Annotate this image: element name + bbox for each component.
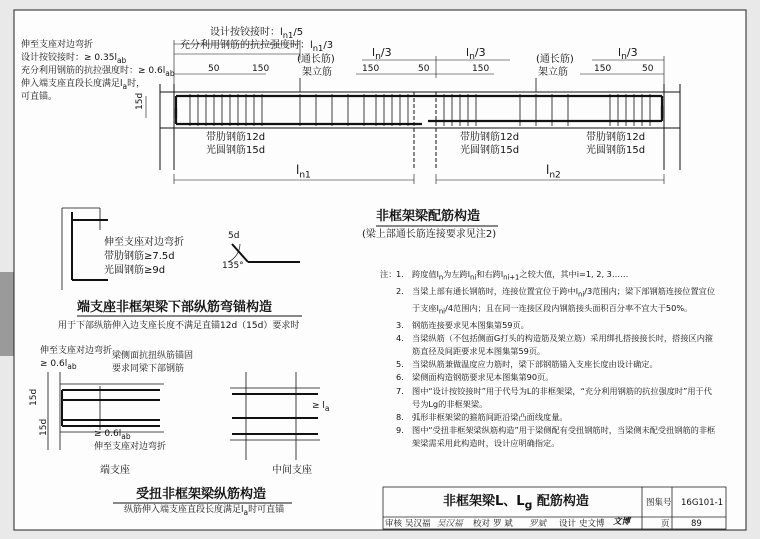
- torsion-subtitle-sub: a: [243, 507, 249, 517]
- span-third-b-l: l: [466, 46, 470, 59]
- torsion-top-value-sub: ab: [67, 361, 77, 371]
- full-strength-length-sub: n1: [312, 43, 324, 53]
- note-6-text: 梁侧面构造钢筋要求见本图集第90页。: [412, 372, 554, 383]
- dim-50-c: 50: [642, 64, 654, 74]
- note-straight-anchor-end: 时，: [127, 79, 146, 89]
- title-block: [383, 487, 726, 529]
- note-4-text: 当梁纵筋（不包括侧面G打头的构造筋及架立筋）采用绑扎搭接接长时，搭接区内箍筋直径及间距要求见本图集第59页。: [412, 332, 714, 356]
- torsion-subtitle-text: 纵筋伸入端支座直段长度满足l: [124, 505, 244, 515]
- torsion-top-value: [40, 360, 77, 370]
- through-bar-label-b: (通长筋): [536, 54, 574, 65]
- design-label: 设计: [559, 519, 577, 529]
- atlas-number: 16G101-1: [681, 498, 724, 508]
- span-third-c: [618, 47, 638, 61]
- note-hinge-anchor-sub: ab: [116, 55, 127, 65]
- note-straight-anchor-sub: a: [122, 81, 128, 91]
- span-third-b-frac: /3: [474, 46, 486, 59]
- note-5-num: 5.: [396, 359, 404, 370]
- note-full-strength-anchor: [21, 67, 175, 77]
- note-full-strength-sub: ab: [165, 68, 175, 78]
- torsion-la-text: ≥ l: [312, 401, 325, 411]
- span-third-c-frac: /3: [626, 46, 638, 59]
- ribbed-bar-mid: 带肋钢筋12d: [460, 132, 520, 143]
- note-9-num: 9.: [396, 425, 404, 436]
- hinge-length-sub: n1: [282, 30, 294, 40]
- note-full-strength-text: 充分利用钢筋的抗拉强度时：≥ 0.6l: [21, 66, 166, 76]
- atlas-label: 图集号: [646, 498, 672, 508]
- end-bend-line3: 光圆钢筋≥9d: [104, 265, 166, 276]
- span-ln2-l: l: [546, 163, 550, 177]
- review-label: 审核: [385, 519, 403, 529]
- span-ln1-l: l: [296, 163, 300, 177]
- checker-signature: 罗斌: [529, 519, 547, 529]
- torsion-dim-15d-a: 15d: [29, 388, 39, 406]
- note-1-rest: 为左跨l: [443, 269, 471, 279]
- note-7-num: 7.: [396, 385, 404, 396]
- torsion-top-label: 伸至支座对边弯折: [40, 346, 113, 356]
- span-third-b: [466, 47, 486, 61]
- torsion-title: 受扭非框架梁纵筋构造: [136, 487, 267, 502]
- note-6-num: 6.: [396, 372, 404, 383]
- note-1-text: 跨度值l: [412, 269, 439, 279]
- torsion-bottom-value: [94, 430, 131, 440]
- title-block-title-sub: g: [524, 498, 533, 512]
- note-1: 1. 跨度值$l_n$为左跨$l_{ni}$和右跨$l_{ni+1}$之较大值，其中i=1, 2, 3……: [396, 269, 629, 282]
- note-8-text: 弧形非框架梁的箍筋间距沿梁凸面线度量。: [412, 411, 568, 422]
- torsion-side-label-1: 梁侧面抗扭纵筋锚固: [112, 351, 194, 361]
- bend-5d-label: 5d: [228, 231, 240, 241]
- dim-150-d: 150: [594, 64, 612, 74]
- plain-bar-left: 光圆钢筋15d: [206, 145, 266, 156]
- plain-bar-mid: 光圆钢筋15d: [460, 145, 520, 156]
- note-1-rest3: 之较大值，其中i=1, 2, 3……: [519, 269, 629, 279]
- note-7: [396, 385, 718, 411]
- note-2-rest: /3范围内；梁下部钢筋连接位置宜位于支座l: [412, 285, 716, 313]
- title-block-title: [443, 495, 589, 511]
- note-2-num: 2.: [396, 285, 404, 296]
- erection-bar-label-b: 架立筋: [538, 67, 568, 78]
- span-third-a: [372, 47, 392, 61]
- note-direct-anchor: 可直锚。: [21, 92, 58, 102]
- note-bend-to-face: 伸至支座对边弯折: [21, 40, 94, 50]
- note-hinge-anchor-text: 设计按铰接时：≥ 0.35l: [21, 53, 117, 63]
- dim-150-a: 150: [252, 64, 270, 74]
- designer-name: 史文博: [579, 519, 605, 529]
- note-straight-anchor-text: 伸入端支座直段长度满足l: [21, 79, 123, 89]
- note-hinge-anchor: [21, 54, 126, 64]
- note-8: [396, 411, 718, 424]
- note-3-text: 钢筋连接要求见本图集第59页。: [412, 319, 529, 330]
- note-1-rest2: 和右跨l: [476, 269, 504, 279]
- note-2-text: 当梁上部有通长钢筋时，连接位置宜位于跨中l: [412, 285, 579, 296]
- torsion-end-support-label: 端支座: [100, 465, 130, 476]
- torsion-bottom-label: 伸至支座对边弯折: [94, 442, 167, 452]
- note-8-num: 8.: [396, 411, 404, 422]
- end-bend-line2: 带肋钢筋≥7.5d: [104, 251, 175, 262]
- span-ln2: [546, 164, 561, 180]
- span-ln1-sub: n1: [299, 170, 311, 181]
- note-5: [396, 358, 718, 371]
- reviewer-signature: 吴汉福: [437, 519, 463, 529]
- hinge-length-text: 设计按铰接时：l: [210, 27, 283, 38]
- dim-50-a: 50: [208, 64, 220, 74]
- hook-15d-label: 15d: [135, 92, 145, 110]
- torsion-subtitle-end: 时可直锚: [248, 505, 285, 515]
- span-third-a-l: l: [372, 46, 376, 59]
- note-4: [396, 332, 718, 358]
- title-block-title-text: 非框架梁L、L: [443, 494, 525, 509]
- erection-bar-label-a: 架立筋: [302, 67, 332, 78]
- torsion-subtitle: [124, 506, 284, 516]
- span-third-b-sub: n: [469, 51, 475, 63]
- note-2: 2. 当梁上部有通长钢筋时，连接位置宜位于跨中$l_{ni}/3$范围内；梁下部钢筋连接位置宜位于支座$l_{ni}/4$范围内；且在同一连接区段内钢筋接头面积百分率不宜大于50%。: [396, 285, 716, 316]
- hinge-length-label: [210, 28, 303, 39]
- main-title: 非框架梁配筋构造: [376, 209, 481, 224]
- note-3: [396, 319, 718, 332]
- checker-name: 罗 斌: [493, 519, 513, 529]
- torsion-la-sub: a: [324, 403, 330, 413]
- span-third-a-frac: /3: [380, 46, 392, 59]
- note-straight-anchor: [21, 80, 145, 90]
- check-label: 校对: [473, 519, 491, 529]
- span-ln2-sub: n2: [549, 170, 561, 181]
- end-bend-line1: 伸至支座对边弯折: [104, 237, 184, 248]
- through-bar-label-a: (通长筋): [297, 54, 335, 65]
- note-9-text: 图中“受扭非框架梁纵筋构造”用于梁侧配有受扭钢筋时，当梁侧未配受扭钢筋的非框架梁需采用此构造时，设计应明确指定。: [412, 425, 716, 449]
- hinge-length-frac: /5: [293, 27, 304, 38]
- end-bend-title: 端支座非框架梁下部纵筋弯锚构造: [77, 300, 273, 315]
- full-strength-length-label: [180, 41, 333, 52]
- full-strength-length-text: 充分利用钢筋的抗拉强度时：l: [180, 40, 313, 51]
- note-6: [396, 371, 718, 384]
- span-third-c-sub: n: [621, 51, 627, 63]
- torsion-mid-support-label: 中间支座: [272, 465, 312, 476]
- full-strength-length-frac: /3: [323, 40, 334, 51]
- plain-bar-right: 光圆钢筋15d: [586, 145, 646, 156]
- ribbed-bar-right: 带肋钢筋12d: [586, 132, 646, 143]
- torsion-side-label-2: 要求同梁下部钢筋: [112, 364, 185, 374]
- ribbed-bar-left: 带肋钢筋12d: [206, 132, 266, 143]
- span-ln1: [296, 164, 311, 180]
- span-third-c-l: l: [618, 46, 622, 59]
- note-9: [396, 424, 718, 450]
- bend-135-label: 135°: [222, 261, 244, 271]
- dim-150-c: 150: [472, 64, 490, 74]
- title-block-title-end: 配筋构造: [532, 494, 589, 509]
- designer-signature: 文博: [613, 517, 631, 527]
- end-bend-subtitle: 用于下部纵筋伸入边支座长度不满足直锚12d（15d）要求时: [58, 321, 300, 331]
- torsion-bottom-value-sub: ab: [121, 431, 131, 441]
- page-label: 页: [661, 519, 670, 529]
- span-third-a-sub: n: [375, 51, 381, 63]
- torsion-bottom-value-text: ≥ 0.6l: [94, 429, 122, 439]
- torsion-la-label: [312, 402, 330, 412]
- notes-prefix: 注：: [380, 269, 397, 279]
- torsion-dim-15d-b: 15d: [39, 418, 49, 436]
- reviewer-name: 吴汉福: [405, 519, 431, 529]
- dim-50-b: 50: [418, 64, 430, 74]
- torsion-top-value-text: ≥ 0.6l: [40, 359, 68, 369]
- note-4-num: 4.: [396, 332, 404, 343]
- note-2-rest2: /4范围内；且在同一连接区段内钢筋接头面积百分率不宜大于50%。: [445, 302, 693, 313]
- main-subtitle: (梁上部通长筋连接要求见注2): [362, 229, 497, 240]
- notes-block: [380, 268, 718, 451]
- page-number: 89: [691, 519, 702, 529]
- note-3-num: 3.: [396, 319, 404, 330]
- note-1-num: 1.: [396, 269, 404, 279]
- note-7-text: 图中“设计按铰接时”用于代号为L的非框架梁，“充分利用钢筋的抗拉强度时”用于代号为Lg的非框架梁。: [412, 385, 712, 409]
- dim-150-b: 150: [362, 64, 380, 74]
- note-5-text: 当梁纵筋兼做温度应力筋时，梁下部钢筋锚入支座长度由设计确定。: [412, 359, 658, 370]
